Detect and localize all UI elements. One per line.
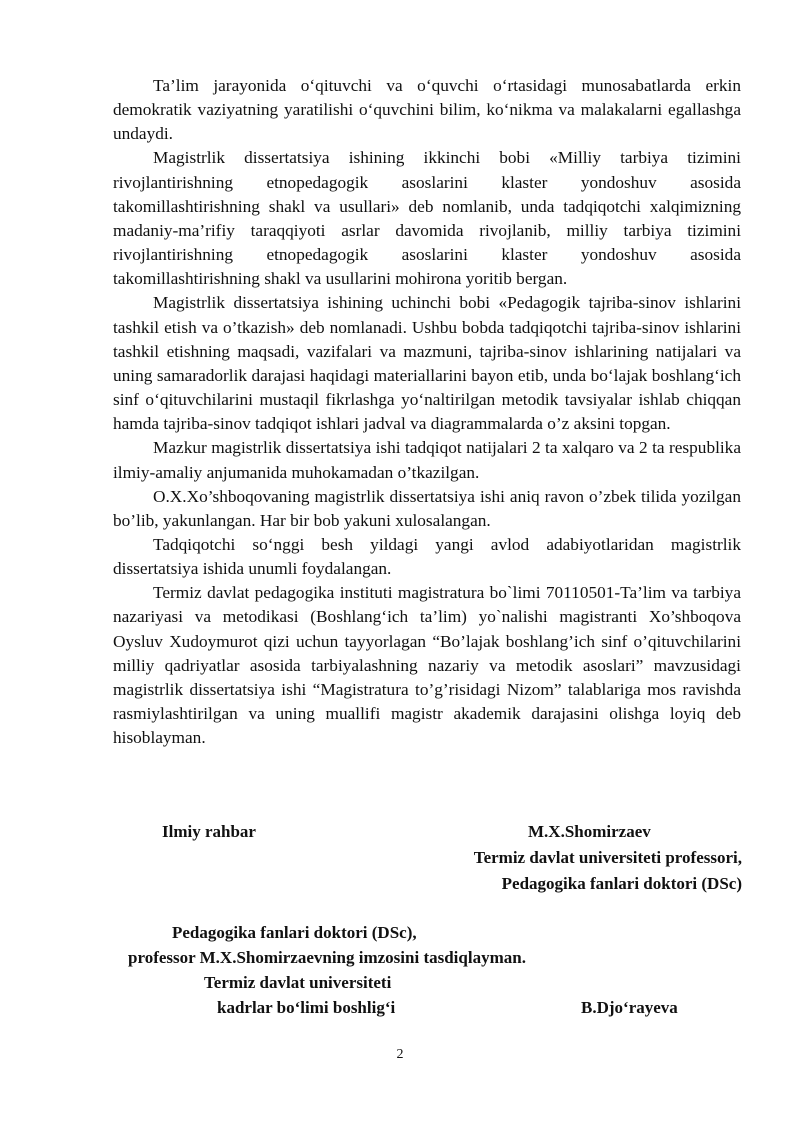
- paragraph: Tadqiqotchi so‘nggi besh yildagi yangi avlod adabiyotlaridan magistrlik dissertatsiya ishida unumli foydalangan.: [113, 534, 741, 579]
- certification-line-1: Pedagogika fanlari doktori (DSc),: [172, 923, 417, 942]
- certification-name: B.Djo‘rayeva: [581, 998, 678, 1017]
- paragraph: Magistrlik dissertatsiya ishining ikkinchi bobi «Milliy tarbiya tizimini rivojlantirishning etnopedagogik asoslarini klaster yondoshuv asosida takomillashtirishning shakl va usullari» deb nomlanib, unda tadqiqotchi xalqimizning madaniy-ma’rifiy taraqqiyoti asrlar davomida rivojlanib, milliy tarbiya tizimini rivojlantirishning etnopedagogik asoslarini klaster yondoshuv asosida takomillashtirishning shakl va usullarini mohirona yoritib bergan.: [113, 148, 741, 289]
- certification-line-2: professor M.X.Shomirzaevning imzosini tasdiqlayman.: [128, 948, 526, 967]
- certification-line-3: Termiz davlat universiteti: [204, 973, 392, 992]
- paragraph: Magistrlik dissertatsiya ishining uchinchi bobi «Pedagogik tajriba-sinov ishlarini tashkil etish va o’tkazish» deb nomlanadi. Ushbu bobda tadqiqotchi tajriba-sinov ishlarini tashkil etishning maqsadi, vazifalari va mazmuni, tajriba-sinov ishlarining natijalari va uning samaradorlik darajasi haqidagi materiallarini bayon etib, unda bo‘lajak boshlang‘ich sinf o‘qituvchilarini mustaqil fikrlashga yo‘naltirilgan metodik tavsiyalar ishlab chiqqan hamda tajriba-sinov tadqiqot ishlari jadval va diagrammalarda o’z aksini topgan.: [113, 293, 741, 434]
- body-text: [113, 74, 741, 750]
- signature-name: M.X.Shomirzaev: [528, 822, 651, 841]
- paragraph: Ta’lim jarayonida o‘qituvchi va o‘quvchi o‘rtasidagi munosabatlarda erkin demokratik vaziyatning yaratilishi o‘quvchini bilim, ko‘nikma va malakalarni egallashga undaydi.: [113, 76, 741, 144]
- signature-position: Termiz davlat universiteti professori,: [473, 848, 742, 867]
- page-number: 2: [396, 1047, 404, 1062]
- certification-line-4: kadrlar bo‘limi boshlig‘i: [217, 998, 396, 1017]
- signature-degree: Pedagogika fanlari doktori (DSc): [501, 874, 742, 893]
- paragraph: Mazkur magistrlik dissertatsiya ishi tadqiqot natijalari 2 ta xalqaro va 2 ta respublika ilmiy-amaliy anjumanida muhokamadan o’tkazilgan.: [113, 438, 741, 482]
- paragraph: Termiz davlat pedagogika instituti magistratura bo`limi 70110501-Ta’lim va tarbiya nazariyasi va metodikasi (Boshlang‘ich ta’lim) yo`nalishi magistranti Xo’shboqova Oysluv Xudoymurot qizi uchun tayyorlagan “Bo’lajak boshlang’ich sinf o’qituvchilarini milliy qadriyatlar asosida tarbiyalashning nazariy va metodik asoslari” mavzusidagi magistrlik dissertatsiya ishi “Magistratura to’g’risidagi Nizom” talablariga mos ravishda rasmiylashtirilgan va uning muallifi magistr akademik darajasini olishga loyiq deb hisoblayman.: [113, 583, 741, 748]
- signature-role: Ilmiy rahbar: [162, 822, 256, 841]
- paragraph: O.X.Xo’shboqovaning magistrlik dissertatsiya ishi aniq ravon o’zbek tilida yozilgan bo’lib, yakunlangan. Har bir bob yakuni xulosalangan.: [113, 486, 741, 530]
